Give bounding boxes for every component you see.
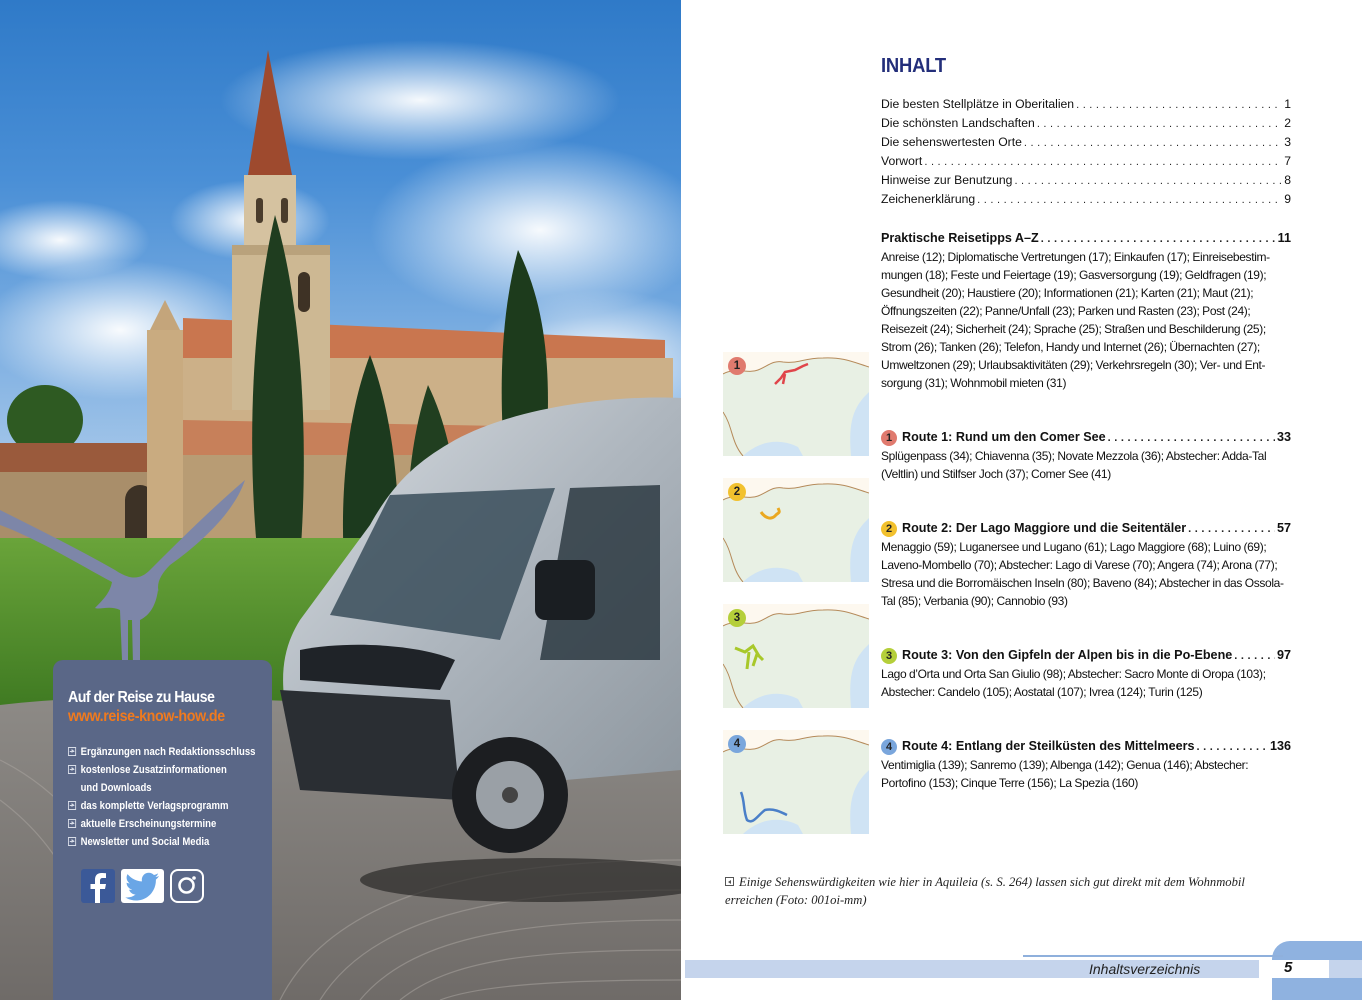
photo-caption: Einige Sehenswürdigkeiten wie hier in Aquileia (s. S. 264) lassen sich gut direkt mit dem Wohnmobil erreichen (Foto: 001oi-mm) [725,875,1245,907]
info-list [68,743,272,851]
page-number-box [1259,960,1329,978]
section-description: Ventimiglia (139); Sanremo (139); Albenga (142); Genua (146); Abstecher: Portofino (153); Cinque Terre (156); La Spezia (160) [881,758,1249,791]
route-4-badge: 4 [728,735,746,753]
section-description: Lago d’Orta und Orta San Giulio (98); Abstecher: Sacro Monte di Oropa (103); Abstecher: Candelo (105); Aostatal (107); Ivrea (124); Turin (125) [881,666,1266,699]
toc-page [681,0,1362,1000]
toc-entry[interactable]: Die sehenswertesten Orte . . . 3 [881,133,1291,152]
toc-entry-route-2[interactable]: 2 Route 2: Der Lago Maggiore und die Seitentäler . . . 57 [881,519,1291,538]
info-list-item: Newsletter und Social Media [68,833,252,851]
info-list-item: aktuelle Erscheinungstermine [68,815,252,833]
arrow-box-icon [68,765,76,774]
social-icons [81,869,272,903]
publisher-info-box [53,660,272,1000]
route-map-4[interactable] [723,730,869,834]
toc-section-route-1 [881,428,1291,483]
section-description: Anreise (12); Diplomatische Vertretungen (17); Einkaufen (17); Einreisebestimmungen (18); Feste und Feiertage (19); Gasversorgung (19); Geldfragen (19); Gesundheit (20); Haustiere (20); Informationen (21); Karten (21); Maut (21); Öffnungszeiten (22); Panne/Unfall (23); Parken und Rasten (23); Post (24); Reisezeit (24); Sicherheit (24); Sprache (25); Straßen und Beschilderung (25); Strom (26); Tanken (26); Telefon, Handy und Internet (26); Übernachten (27); Umweltzonen (29); Urlaubsaktivitäten (29); Verkehrsregeln (30); Ver- und Entsorgung (31); Wohnmobil mieten (31) [881,249,1271,390]
arrow-box-icon [68,837,76,846]
arrow-left-box-icon [725,877,734,886]
section-description: Splügenpass (34); Chiavenna (35); Novate Mezzola (36); Abstecher: Adda-Tal (Veltlin) und Stilfser Joch (37); Comer See (41) [881,448,1267,481]
toc-section-route-4 [881,737,1291,792]
arrow-box-icon [68,747,76,756]
arrow-box-icon [68,819,76,828]
toc-entry[interactable]: Vorwort . . . 7 [881,152,1291,171]
footer-bar-end [1329,960,1362,978]
footer-section-label: Inhaltsverzeichnis [1089,961,1201,977]
toc-entry[interactable]: Hinweise zur Benutzung . . . 8 [881,171,1291,190]
page-number: 5 [1284,959,1293,976]
route-map-1[interactable] [723,352,869,456]
toc-entry[interactable]: Die schönsten Landschaften . . . 2 [881,114,1291,133]
toc-entry[interactable]: Die besten Stellplätze in Oberitalien . . . 1 [881,95,1291,114]
instagram-icon[interactable] [170,869,204,903]
route-1-badge: 1 [728,357,746,375]
toc-entry-route-4[interactable]: 4 Route 4: Entlang der Steilküsten des Mittelmeers . . . 136 [881,737,1291,756]
route-map-3[interactable] [723,604,869,708]
toc-heading: INHALT [881,55,946,77]
table-of-contents [881,55,1291,792]
route-3-badge: 3 [728,609,746,627]
route-3-badge: 3 [881,648,897,664]
publisher-url-link[interactable]: www.reise-know-how.de [68,708,225,725]
toc-entry[interactable]: Zeichenerklärung . . . 9 [881,190,1291,209]
section-description: Menaggio (59); Luganersee und Lugano (61); Lago Maggiore (68); Luino (69); Laveno-Mombello (70); Abstecher: Lago di Varese (70); Angera (74); Arona (77); Stresa und die Borromäischen Inseln (80); Baveno (84); Abstecher in das Ossola-Tal (85); Verbania (90); Cannobio (93) [881,539,1284,608]
twitter-icon[interactable] [121,869,164,903]
toc-entry-route-3[interactable]: 3 Route 3: Von den Gipfeln der Alpen bis in die Po-Ebene . . . 97 [881,646,1291,665]
route-2-badge: 2 [881,521,897,537]
bird-logo-icon [0,470,250,665]
toc-section-route-2 [881,519,1291,610]
toc-section-reisetipps [881,229,1291,392]
info-list-item: und Downloads [80,782,152,794]
info-list-item: das komplette Verlagsprogramm [68,797,252,815]
route-map-2[interactable] [723,478,869,582]
route-1-badge: 1 [881,430,897,446]
route-2-badge: 2 [728,483,746,501]
route-4-badge: 4 [881,739,897,755]
toc-entry-route-1[interactable]: 1 Route 1: Rund um den Comer See . . . 33 [881,428,1291,447]
facebook-icon[interactable] [81,869,115,903]
toc-section-route-3 [881,646,1291,701]
toc-entry-reisetipps[interactable]: Praktische Reisetipps A–Z . . . 11 [881,229,1291,248]
arrow-box-icon [68,801,76,810]
info-list-item: kostenlose Zusatzinformationen [68,761,252,779]
info-box-title: Auf der Reise zu Hause [68,689,215,706]
footer-divider [1023,955,1283,957]
info-list-item: Ergänzungen nach Redaktionsschluss [68,743,252,761]
